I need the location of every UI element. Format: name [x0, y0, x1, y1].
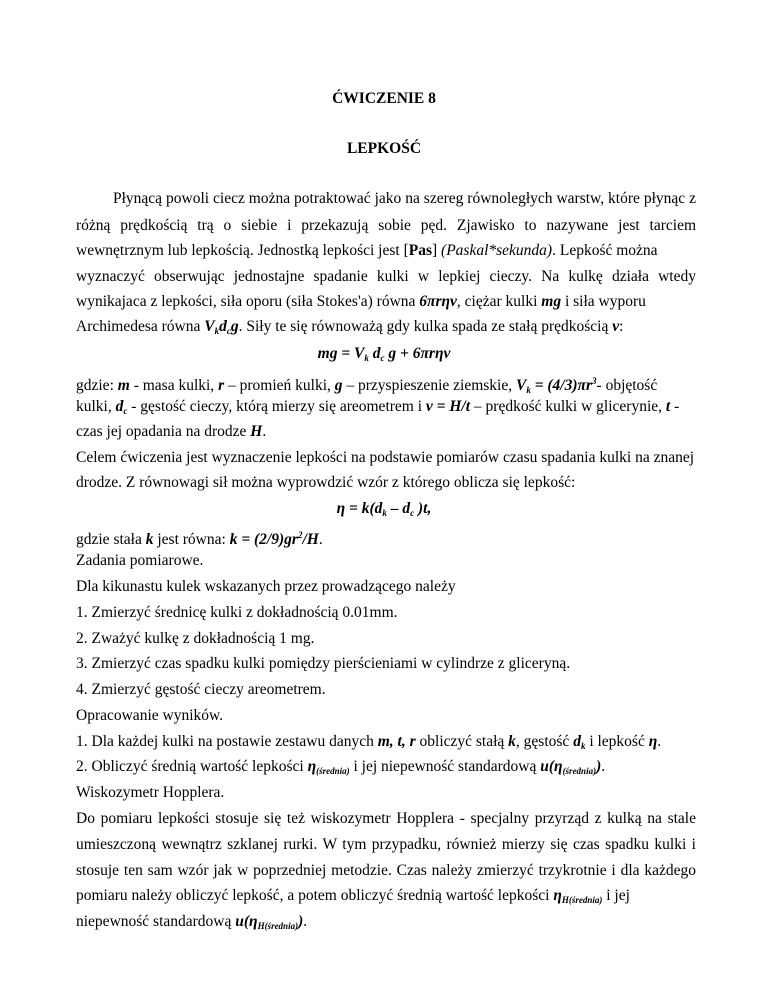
- text-run: gdzie stała: [76, 531, 146, 548]
- hoppler-line-4: [76, 887, 696, 909]
- text-run: , ciężar kulki: [456, 293, 542, 310]
- results-heading: Opracowanie wyników.: [76, 707, 224, 724]
- text-run: czas jej opadania na drodze: [76, 423, 251, 440]
- text-run: – przyspieszenie ziemskie,: [342, 377, 516, 394]
- velocity-symbol: v: [612, 318, 620, 335]
- volume-formula: $V_k = (4/3)\pi r^3$: [515, 376, 597, 395]
- text-run: - masa kulki,: [129, 377, 219, 394]
- symbol-k: k: [508, 733, 516, 750]
- symbol-m: m: [117, 377, 130, 394]
- text-run: :: [619, 318, 624, 335]
- symbol-h: H: [250, 423, 263, 440]
- hoppler-line-1: Do pomiaru lepkości stosuje się też wiskozymetr Hopplera - specjalny przyrząd z kulką na stale: [76, 810, 696, 827]
- intro-line-6: [76, 318, 696, 340]
- tasks-heading: Zadania pomiarowe.: [76, 552, 204, 569]
- text-run: i lepkość: [585, 733, 649, 750]
- intro-line-4: wyznaczyć obserwując jednostajne spadanie kulki w lepkiej cieczy. Na kulkę działa wtedy: [76, 268, 696, 285]
- velocity-formula: v = H/t: [425, 398, 471, 415]
- mean-viscosity-symbol: $\eta_{(średnia)}$: [307, 758, 350, 776]
- text-run: 1. Dla każdej kulki na postawie zestawu danych: [76, 733, 378, 750]
- result-item-1: [76, 733, 696, 755]
- hoppler-line-5: [76, 913, 696, 935]
- text-run: – promień kulki,: [224, 377, 335, 394]
- text-run: ]: [432, 242, 442, 259]
- intro-line-5: [76, 293, 696, 311]
- text-run: kulki,: [76, 398, 116, 415]
- text-run: wynikajaca z lepkości, siła oporu (siła Stokes'a) równa: [76, 293, 420, 310]
- text-run: i siła wyporu: [561, 293, 646, 310]
- task-item: 4. Zmierzyć gęstość cieczy areometrem.: [76, 681, 326, 698]
- text-run: jest równa:: [153, 531, 230, 548]
- text-run: niepewność standardową: [76, 913, 236, 930]
- definitions-line-2: [76, 398, 696, 420]
- hoppler-heading: Wiskozymetr Hopplera.: [76, 784, 225, 801]
- symbol-r: r: [218, 377, 225, 394]
- text-run: . Siły te się równoważą gdy kulka spada ze stałą prędkością: [238, 318, 613, 335]
- text-run: .: [601, 758, 606, 775]
- viscosity-equation: $\eta = k(d_k - d_c$ )t,: [336, 500, 432, 518]
- hoppler-line-2: umieszczoną wewnątrz szklanej rurki. W tym przypadku, również mierzy się czas spadku kulki i: [76, 836, 696, 853]
- force-balance-equation: mg = $V_k$ $d_c$ g + 6πrηv: [317, 345, 451, 363]
- text-run: - gęstość cieczy, którą mierzy się areometrem i: [127, 398, 426, 415]
- text-run: .: [262, 423, 267, 440]
- text-run: i jej niepewność standardową: [349, 758, 541, 775]
- text-run: 2. Obliczyć średnią wartość lepkości: [76, 758, 308, 775]
- intro-line-3: [76, 242, 696, 260]
- data-variables: m, t, r: [377, 733, 416, 750]
- topic-title: LEPKOŚĆ: [346, 140, 422, 157]
- symbol-k: k: [145, 531, 154, 548]
- buoyancy-formula: $V_kd_cg$: [204, 318, 239, 336]
- hoppler-mean-viscosity-symbol: $\eta_{H(średnia)}$: [553, 887, 603, 905]
- stokes-force-formula: 6πrηv: [419, 293, 457, 310]
- exercise-title: ĆWICZENIE 8: [332, 90, 436, 107]
- unit-pas: Pas: [408, 242, 432, 259]
- text-run: wewnętrznym lub lepkością. Jednostką lepkości jest [: [76, 242, 409, 259]
- text-run: .: [318, 531, 323, 548]
- text-run: – prędkość kulki w glicerynie,: [470, 398, 666, 415]
- text-run: . Lepkość można: [552, 242, 658, 259]
- text-run: - objętość: [596, 377, 658, 394]
- constant-formula: $k = (2/9)gr^2/H$: [229, 530, 319, 548]
- unit-description: (Paskal*sekunda): [441, 242, 553, 259]
- symbol-g: g: [334, 377, 343, 394]
- definitions-line-3: [76, 423, 696, 441]
- goal-line-2: drodze. Z równowagi sił można wyprowdzić wzór z którego oblicza się lepkość:: [76, 474, 576, 491]
- text-run: Archimedesa równa: [76, 318, 205, 335]
- text-run: .: [657, 733, 662, 750]
- weight-formula: mg: [541, 293, 562, 310]
- tasks-intro: Dla kikunastu kulek wskazanych przez prowadzącego należy: [76, 578, 456, 595]
- text-run: i jej: [602, 887, 630, 904]
- result-item-2: [76, 758, 696, 780]
- task-item: 2. Zważyć kulkę z dokładnością 1 mg.: [76, 630, 315, 647]
- text-run: gdzie:: [76, 377, 118, 394]
- symbol-dc: $d_c$: [115, 398, 128, 416]
- definitions-line-1: [76, 372, 696, 399]
- text-run: obliczyć stałą: [415, 733, 509, 750]
- hoppler-line-3: stosuje ten sam wzór jak w poprzedniej metodzie. Czas należy zmierzyć trzykrotnie i dla każdego: [76, 862, 696, 879]
- symbol-eta: η: [648, 733, 658, 750]
- goal-line-1: Celem ćwiczenia jest wyznaczenie lepkości na podstawie pomiarów czasu spadania kulki na znanej: [76, 449, 695, 466]
- task-item: 3. Zmierzyć czas spadku kulki pomiędzy pierścieniami w cylindrze z gliceryną.: [76, 655, 571, 672]
- uncertainty-symbol: $u(\eta_{(średnia)})$: [540, 758, 602, 776]
- symbol-t: t: [665, 398, 671, 415]
- hoppler-uncertainty-symbol: $u(\eta_{H(średnia)})$: [235, 913, 304, 931]
- symbol-dk: $d_k$: [573, 733, 586, 751]
- text-run: pomiaru należy obliczyć lepkość, a potem obliczyć średnią wartość lepkości: [76, 887, 554, 904]
- text-run: -: [670, 398, 680, 415]
- intro-line-2: różną prędkością trą o siebie i przekazują sobie pęd. Zjawisko to nazywane jest tarciem: [76, 217, 696, 234]
- constant-line: [76, 526, 696, 549]
- text-run: .: [303, 913, 308, 930]
- intro-line-1: Płynącą powoli ciecz można potraktować jako na szereg równoległych warstw, które płynąc z: [113, 190, 696, 207]
- text-run: , gęstość: [515, 733, 574, 750]
- task-item: 1. Zmierzyć średnicę kulki z dokładnością 0.01mm.: [76, 604, 398, 621]
